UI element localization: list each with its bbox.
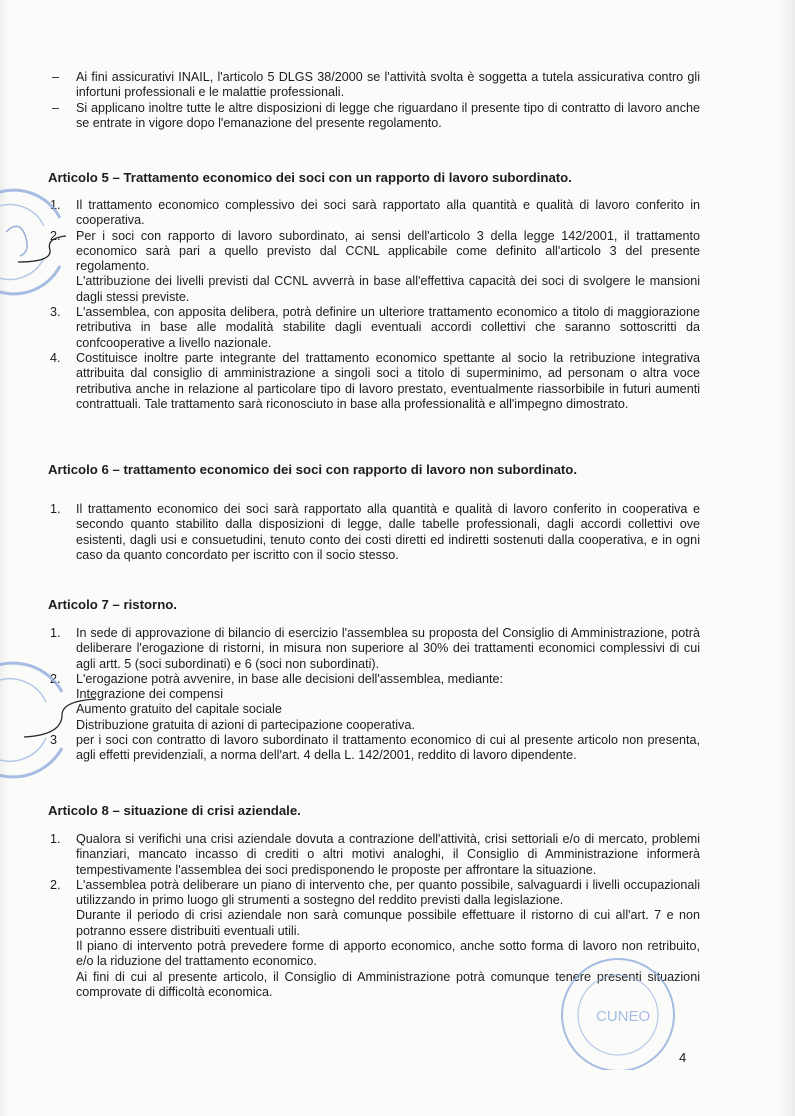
svg-text:CUNEO: CUNEO: [596, 1008, 651, 1025]
stamp-seal-icon: [552, 955, 682, 1070]
list-item: [48, 351, 700, 412]
continuation-paragraph: Il piano di intervento potrà prevedere forme di apporto economico, anche sotto forma di lavoro non retribuito, e/o la riduzione del trattamento economico.: [76, 939, 700, 969]
item-number: 2.: [50, 671, 61, 686]
sub-list-item-text: Aumento gratuito del capitale sociale: [76, 702, 282, 717]
list-item-text: Costituisce inoltre parte integrante del trattamento economico spettante al socio la retribuzione integrativa attribuita dal consiglio di amministrazione a singoli soci a titolo di superminimo, ad personam o altra voce retributiva anche in relazione al particolare tipo di lavoro prestato, eventualmente riassorbibile in futuri aumenti contrattuali. Tale trattamento sarà riconosciuto in base alla professionalità e all'impegno dimostrato.: [76, 350, 700, 411]
list-item: [48, 101, 700, 132]
handwritten-bracket-icon: [16, 228, 68, 268]
item-number: 1.: [50, 198, 61, 212]
item-number: 1.: [50, 626, 61, 640]
sub-list-item-text: Integrazione dei compensi: [76, 687, 224, 702]
page-edge-shadow-right: [777, 0, 795, 1116]
list-item: [48, 305, 700, 351]
list-item: [48, 733, 700, 764]
list-item: [48, 832, 700, 878]
list-item: [48, 198, 700, 229]
article-6-list: [48, 502, 700, 563]
page-number: 4: [679, 1050, 687, 1065]
item-number: 3.: [50, 305, 61, 320]
list-item: [48, 229, 700, 275]
list-item: [48, 878, 700, 909]
list-item-text: Ai fini assicurativi INAIL, l'articolo 5 DLGS 38/2000 se l'attività svolta è soggetta a tutela assicurativa contro gli infortuni professionali e le malattie professionali.: [76, 70, 700, 100]
list-item-text: L'erogazione potrà avvenire, in base alle decisioni dell'assemblea, mediante:: [76, 671, 503, 686]
item-number: 2.: [50, 877, 61, 892]
list-item-text: per i soci con contratto di lavoro subordinato il trattamento economico di cui al presente articolo non presenta, agli effetti previdenziali, a norma dell'art. 4 della L. 142/2001, reddito di lavoro dipendente.: [76, 733, 700, 763]
continuation-paragraph: Ai fini di cui al presente articolo, il Consiglio di Amministrazione potrà comunque tenere presenti situazioni comprovate di difficoltà economica.: [76, 969, 700, 999]
list-item: [48, 70, 700, 101]
article-5-title: Articolo 5 – Trattamento economico dei soci con un rapporto di lavoro subordinato.: [48, 170, 572, 185]
page-edge-shadow-left: [0, 0, 8, 1116]
list-item: [48, 626, 700, 672]
list-item-text: L'assemblea, con apposita delibera, potrà definire un ulteriore trattamento economico a titolo di maggiorazione retributiva in base alle modalità stabilite dagli eventuali accordi collettivi che saranno sottoscritti da confcooperative a livello nazionale.: [76, 305, 700, 350]
article-6-title: Articolo 6 – trattamento economico dei soci con rapporto di lavoro non subordinato.: [48, 462, 578, 477]
list-item-text: Per i soci con rapporto di lavoro subordinato, ai sensi dell'articolo 3 della legge 142/2001, il trattamento economico sarà pari a quello previsto dal CCNL applicabile come definito all'articolo 3 del presente regolamento.: [76, 228, 700, 274]
sub-list-item: [76, 702, 700, 717]
list-item-text: Il trattamento economico dei soci sarà rapportato alla quantità e qualità di lavoro conferito in cooperativa e secondo quanto stabilito dalla disposizioni di legge, dalle tabelle professionali, dagli accordi collettivi ove esistenti, dagli usi e consuetudini, tenuto conto dei costi diretti ed indiretti sostenuti dalla cooperativa, e in ogni caso da quanto concordato per iscritto con il socio stesso.: [76, 502, 700, 562]
item-number: 4.: [50, 350, 61, 365]
intro-list: [48, 70, 700, 131]
continuation-paragraph: L'attribuzione dei livelli previsti dal CCNL avverrà in base all'effettiva capacità dei soci di svolgere le mansioni dagli stessi previste.: [76, 274, 700, 304]
sub-list-item: [76, 687, 700, 702]
list-item-text: Qualora si verifichi una crisi aziendale dovuta a contrazione dell'attività, crisi settoriali e/o di mercato, problemi finanziari, mancato incasso di crediti o altri motivi analoghi, il Consiglio di Amministrazione informerà tempestivamente l'assemblea dei soci predisponendo le proposte per affrontare la situazione.: [76, 832, 700, 877]
list-item-text: Si applicano inoltre tutte le altre disposizioni di legge che riguardano il presente tipo di contratto di lavoro anche se entrate in vigore dopo l'emanazione del presente regolamento.: [76, 100, 700, 130]
article-7-list: [48, 626, 700, 764]
list-item-text: L'assemblea potrà deliberare un piano di intervento che, per quanto possibile, salvaguardi i livelli occupazionali utilizzando in primo luogo gli strumenti a sostegno del reddito previsti dalla legislazione.: [76, 877, 700, 908]
item-number: 1.: [50, 502, 61, 516]
article-7-title: Articolo 7 – ristorno.: [48, 597, 177, 612]
sub-list-item: [76, 718, 700, 733]
handwritten-bracket-icon: [22, 695, 102, 745]
sub-list: [48, 687, 700, 733]
item-number: 1.: [50, 832, 61, 846]
bullet-marker: –: [52, 70, 60, 84]
article-8-title: Articolo 8 – situazione di crisi aziendale.: [48, 803, 301, 818]
continuation-paragraph: Durante il periodo di crisi aziendale non sarà comunque possibile effettuare il ristorno di cui all'art. 7 e non potranno essere distribuiti eventuali utili.: [76, 908, 700, 938]
list-item-text: Il trattamento economico complessivo dei soci sarà rapportato alla quantità e qualità di lavoro conferito in cooperativa.: [76, 198, 700, 228]
bullet-marker: –: [52, 100, 60, 115]
item-number: 3: [50, 733, 58, 748]
list-item: [48, 672, 700, 687]
sub-list-item-text: Distribuzione gratuita di azioni di partecipazione cooperativa.: [76, 717, 415, 732]
item-number: 2.: [50, 228, 61, 243]
list-item-text: In sede di approvazione di bilancio di esercizio l'assemblea su proposta del Consiglio di Amministrazione, potrà deliberare l'erogazione di ristorni, in misura non superiore al 30% dei trattamenti economici complessivi di cui agli artt. 5 (soci subordinati) e 6 (soci non subordinati).: [76, 626, 700, 671]
list-item: [48, 502, 700, 563]
article-5-list: [48, 198, 700, 412]
